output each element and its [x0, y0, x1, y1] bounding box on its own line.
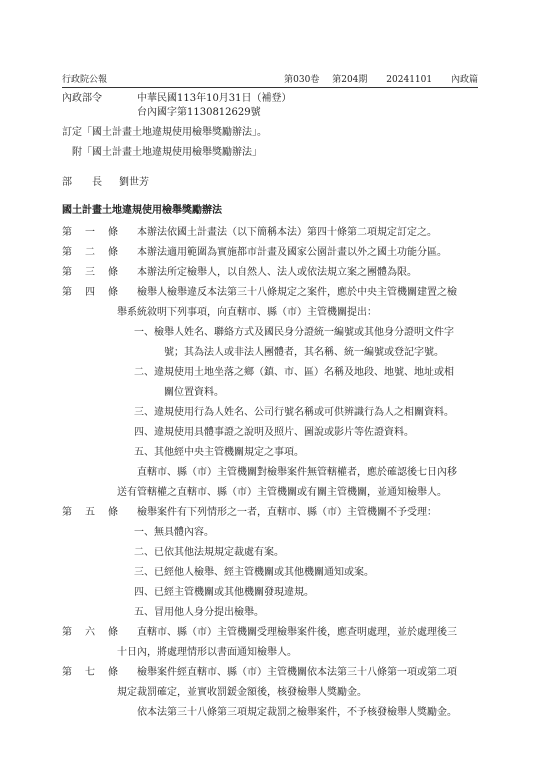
- article-text: 直轄市、縣（市）主管機關對檢舉案件無管轄權者，應於確認後七日內移: [137, 467, 457, 478]
- article-item: 五、冒用他人身分提出檢舉。: [134, 607, 264, 618]
- article-label: 第 五 條: [62, 507, 118, 518]
- article-text: 檢舉案件有下列情形之一者，直轄市、縣（市）主管機關不予受理：: [137, 507, 437, 518]
- article-text: 檢舉案件經直轄市、縣（市）主管機關依本法第三十八條第一項或第二項: [137, 667, 457, 678]
- article-item: 一、檢舉人姓名、聯絡方式及國民身分證統一編號或其他身分證明文件字: [134, 327, 454, 338]
- minister-title: [62, 176, 112, 190]
- gazette-volume: 第030卷: [284, 75, 320, 85]
- gazette-name: 行政院公報: [62, 75, 108, 85]
- minister-title-char: 長: [92, 177, 102, 188]
- article-label: 第 四 條: [62, 287, 118, 298]
- article-text: 本辦法所定檢舉人，以自然人、法人或依法規立案之團體為限。: [137, 267, 417, 278]
- article-text: 舉系統敘明下列事項，向直轄市、縣（市）主管機關提出：: [117, 307, 377, 318]
- article-item: 一、無具體內容。: [134, 527, 214, 538]
- article-item: 三、違規使用行為人姓名、公司行號名稱或可供辨識行為人之相關資料。: [134, 407, 454, 418]
- gazette-section: 內政篇: [450, 75, 478, 85]
- article-text: 十日內，將處理情形以書面通知檢舉人。: [117, 647, 297, 658]
- attachment-statement: 附「國土計畫土地違規使用檢舉獎勵辦法」: [72, 147, 262, 158]
- gazette-issue-info: [284, 73, 478, 87]
- regulation-title: 國土計畫土地違規使用檢舉獎勵辦法: [62, 205, 222, 216]
- decree-number: 台內國字第1130812629號: [137, 107, 261, 118]
- minister-name: 劉世芳: [119, 177, 149, 188]
- article-text: 規定裁罰確定，並實收罰鍰金額後，核發檢舉人獎勵金。: [117, 687, 367, 698]
- article-item: 四、已經主管機關或其他機關發現違規。: [134, 587, 314, 598]
- article-text: 直轄市、縣（市）主管機關受理檢舉案件後，應查明處理，並於處理後三: [137, 627, 457, 638]
- enact-statement: 訂定「國土計畫土地違規使用檢舉獎勵辦法」。: [62, 127, 267, 138]
- gazette-header: [62, 73, 478, 88]
- article-item: 四、違規使用具體事證之說明及照片、圖說或影片等佐證資料。: [134, 427, 414, 438]
- article-text: 本辦法適用範圍為實施都市計畫及國家公園計畫以外之國土功能分區。: [137, 247, 447, 258]
- article-label: 第 六 條: [62, 627, 118, 638]
- article-label: 第 七 條: [62, 667, 118, 678]
- article-text: 送有管轄權之直轄市、縣（市）主管機關或有關主管機關，並通知檢舉人。: [117, 487, 447, 498]
- article-item: 二、已依其他法規規定裁處有案。: [134, 547, 284, 558]
- article-text: 本辦法依國土計畫法（以下簡稱本法）第四十條第二項規定訂定之。: [137, 227, 437, 238]
- article-label: 第 一 條: [62, 227, 118, 238]
- decree-date: 中華民國113年10月31日（補登）: [137, 93, 292, 104]
- minister-title-char: 部: [62, 177, 72, 188]
- article-item-continued: 號；其為法人或非法人團體者，其名稱、統一編號或登記字號。: [164, 347, 444, 358]
- article-item: 二、違規使用土地坐落之鄉（鎮、市、區）名稱及地段、地號、地址或相: [134, 367, 454, 378]
- article-item: 三、已經他人檢舉、經主管機關或其他機關通知或案。: [134, 567, 374, 578]
- gazette-issue: 第204期: [332, 75, 368, 85]
- article-item: 五、其他經中央主管機關規定之事項。: [134, 447, 304, 458]
- article-text: 檢舉人檢舉違反本法第三十八條規定之案件，應於中央主管機關建置之檢: [137, 287, 457, 298]
- article-label: 第 三 條: [62, 267, 118, 278]
- article-item-continued: 關位置資料。: [164, 387, 224, 398]
- article-text: 依本法第三十八條第三項規定裁罰之檢舉案件，不予核發檢舉人獎勵金。: [137, 707, 457, 718]
- article-label: 第 二 條: [62, 247, 118, 258]
- issuer: 內政部令: [62, 93, 102, 104]
- gazette-date: 20241101: [386, 75, 433, 85]
